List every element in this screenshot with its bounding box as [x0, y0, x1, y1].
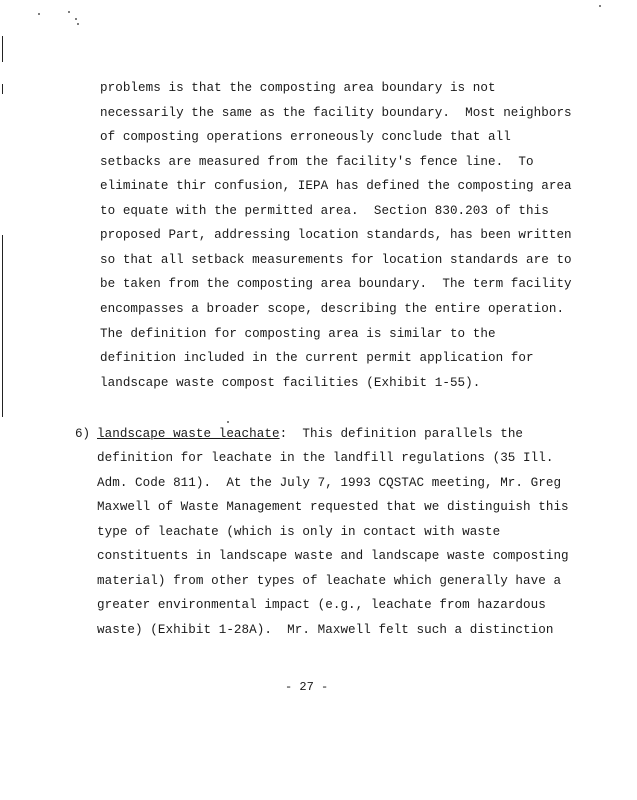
- paragraph-line: The definition for composting area is similar to the: [100, 327, 496, 341]
- scan-speck: [75, 18, 77, 20]
- paragraph-line: so that all setback measurements for location standards are to: [100, 253, 572, 267]
- margin-scan-mark: [2, 235, 3, 417]
- paragraph-line: definition included in the current permit application for: [100, 351, 534, 365]
- definition-intro: : This definition parallels the: [279, 427, 524, 441]
- paragraph-line: type of leachate (which is only in contact with waste: [97, 525, 501, 539]
- paragraph-line: material) from other types of leachate which generally have a: [97, 574, 562, 588]
- paragraph-line: Adm. Code 811). At the July 7, 1993 CQSTAC meeting, Mr. Greg: [97, 476, 562, 490]
- margin-scan-mark: [2, 36, 3, 62]
- paragraph-line: waste) (Exhibit 1-28A). Mr. Maxwell felt such a distinction: [97, 623, 554, 637]
- scan-speck: [77, 23, 79, 25]
- paragraph-line: be taken from the composting area boundary. The term facility: [100, 277, 572, 291]
- margin-scan-mark: [2, 84, 3, 94]
- item-number: 6): [75, 427, 91, 441]
- paragraph-line: landscape waste compost facilities (Exhibit 1-55).: [100, 376, 481, 390]
- scan-speck: [227, 421, 229, 423]
- page-number: - 27 -: [285, 680, 329, 694]
- defined-term: landscape waste leachate: [97, 427, 280, 441]
- paragraph-line: constituents in landscape waste and landscape waste composting: [97, 549, 569, 563]
- paragraph-line: Maxwell of Waste Management requested that we distinguish this: [97, 500, 569, 514]
- paragraph-line: eliminate thir confusion, IEPA has defined the composting area: [100, 179, 572, 193]
- paragraph-line: encompasses a broader scope, describing the entire operation.: [100, 302, 565, 316]
- definition-first-line: [97, 426, 523, 442]
- paragraph-line: greater environmental impact (e.g., leachate from hazardous: [97, 598, 546, 612]
- paragraph-line: to equate with the permitted area. Section 830.203 of this: [100, 204, 549, 218]
- scan-speck: [599, 5, 601, 7]
- paragraph-line: definition for leachate in the landfill regulations (35 Ill.: [97, 451, 554, 465]
- paragraph-line: problems is that the composting area boundary is not: [100, 81, 496, 95]
- paragraph-line: necessarily the same as the facility boundary. Most neighbors: [100, 106, 572, 120]
- scan-speck: [68, 11, 70, 13]
- paragraph-line: setbacks are measured from the facility's fence line. To: [100, 155, 534, 169]
- scan-speck: [38, 13, 40, 15]
- paragraph-line: proposed Part, addressing location standards, has been written: [100, 228, 572, 242]
- paragraph-line: of composting operations erroneously conclude that all: [100, 130, 511, 144]
